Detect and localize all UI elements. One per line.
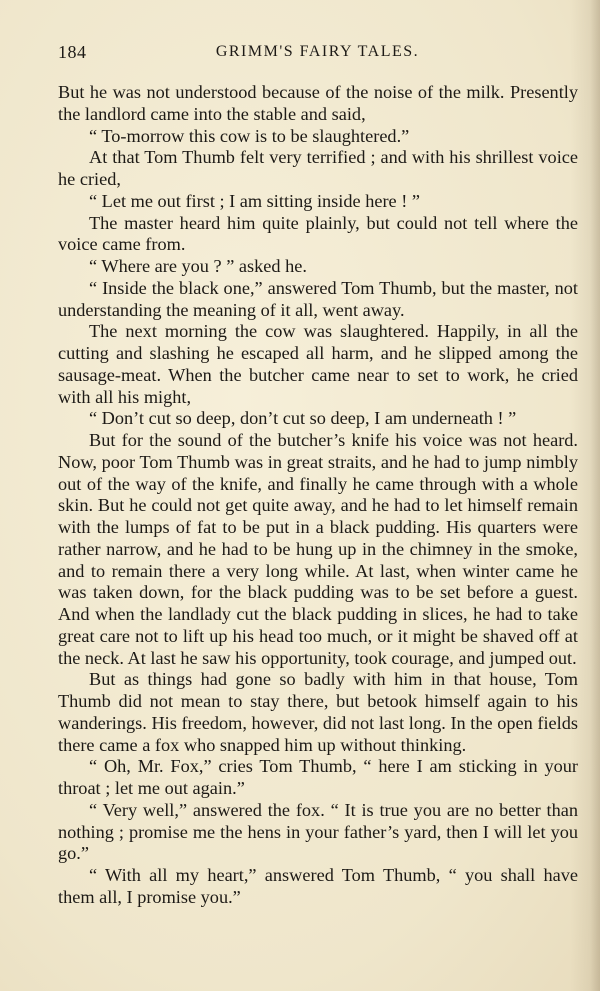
page-number: 184 — [58, 42, 87, 62]
running-head — [58, 42, 577, 66]
paragraph: But he was not understood because of the noise of the milk. Presently the landlord came into the stable and said, — [58, 82, 578, 124]
paragraph: The next morning the cow was slaughtered. Happily, in all the cutting and slashing he escaped all harm, and he slipped among the sausage-meat. When the butcher came near to set to work, he cried with all his might, — [58, 321, 578, 407]
paragraph: “ Inside the black one,” answered Tom Thumb, but the master, not understanding the meaning of it all, went away. — [58, 277, 578, 320]
book-title-header: GRIMM'S FAIRY TALES. — [215, 43, 420, 60]
body-text — [58, 82, 578, 909]
paragraph: At that Tom Thumb felt very terrified ; and with his shrillest voice he cried, — [58, 147, 578, 189]
paragraph: But as things had gone so badly with him in that house, Tom Thumb did not mean to stay there, but betook himself again to his wanderings. His freedom, however, did not last long. In the open fields there came a fox who snapped him up without thinking. — [58, 669, 578, 755]
paragraph: “ With all my heart,” answered Tom Thumb, “ you shall have them all, I promise you.” — [58, 865, 578, 907]
paragraph: The master heard him quite plainly, but could not tell where the voice came from. — [58, 212, 578, 255]
paragraph: “ Let me out first ; I am sitting inside here ! ” — [89, 190, 420, 211]
paragraph: “ Where are you ? ” asked he. — [89, 256, 307, 276]
paragraph: “ To-morrow this cow is to be slaughtered.” — [89, 125, 410, 146]
page-edge-shadow — [590, 0, 600, 991]
paragraph: “ Oh, Mr. Fox,” cries Tom Thumb, “ here I am sticking in your throat ; let me out again.” — [58, 756, 578, 798]
paragraph: “ Very well,” answered the fox. “ It is true you are no better than nothing ; promise me the hens in your father’s yard, then I will let you go.” — [58, 799, 578, 864]
paragraph: But for the sound of the butcher’s knife his voice was not heard. Now, poor Tom Thumb was in great straits, and he had to jump nimbly out of the way of the knife, and finally he came through with a whole skin. But he could not get quite away, and he had to let himself remain with the lumps of fat to be put in a black pudding. His quarters were rather narrow, and he had to be hung up in the chimney in the smoke, and to remain there a very long while. At last, when winter came he was taken down, for the black pudding was to be set before a guest. And when the landlady cut the black pudding in slices, he had to take great care not to lift up his head too much, or it might be shaved off at the neck. At last he saw his opportunity, took courage, and jumped out. — [58, 430, 578, 668]
paragraph: “ Don’t cut so deep, don’t cut so deep, I am underneath ! ” — [89, 408, 517, 429]
